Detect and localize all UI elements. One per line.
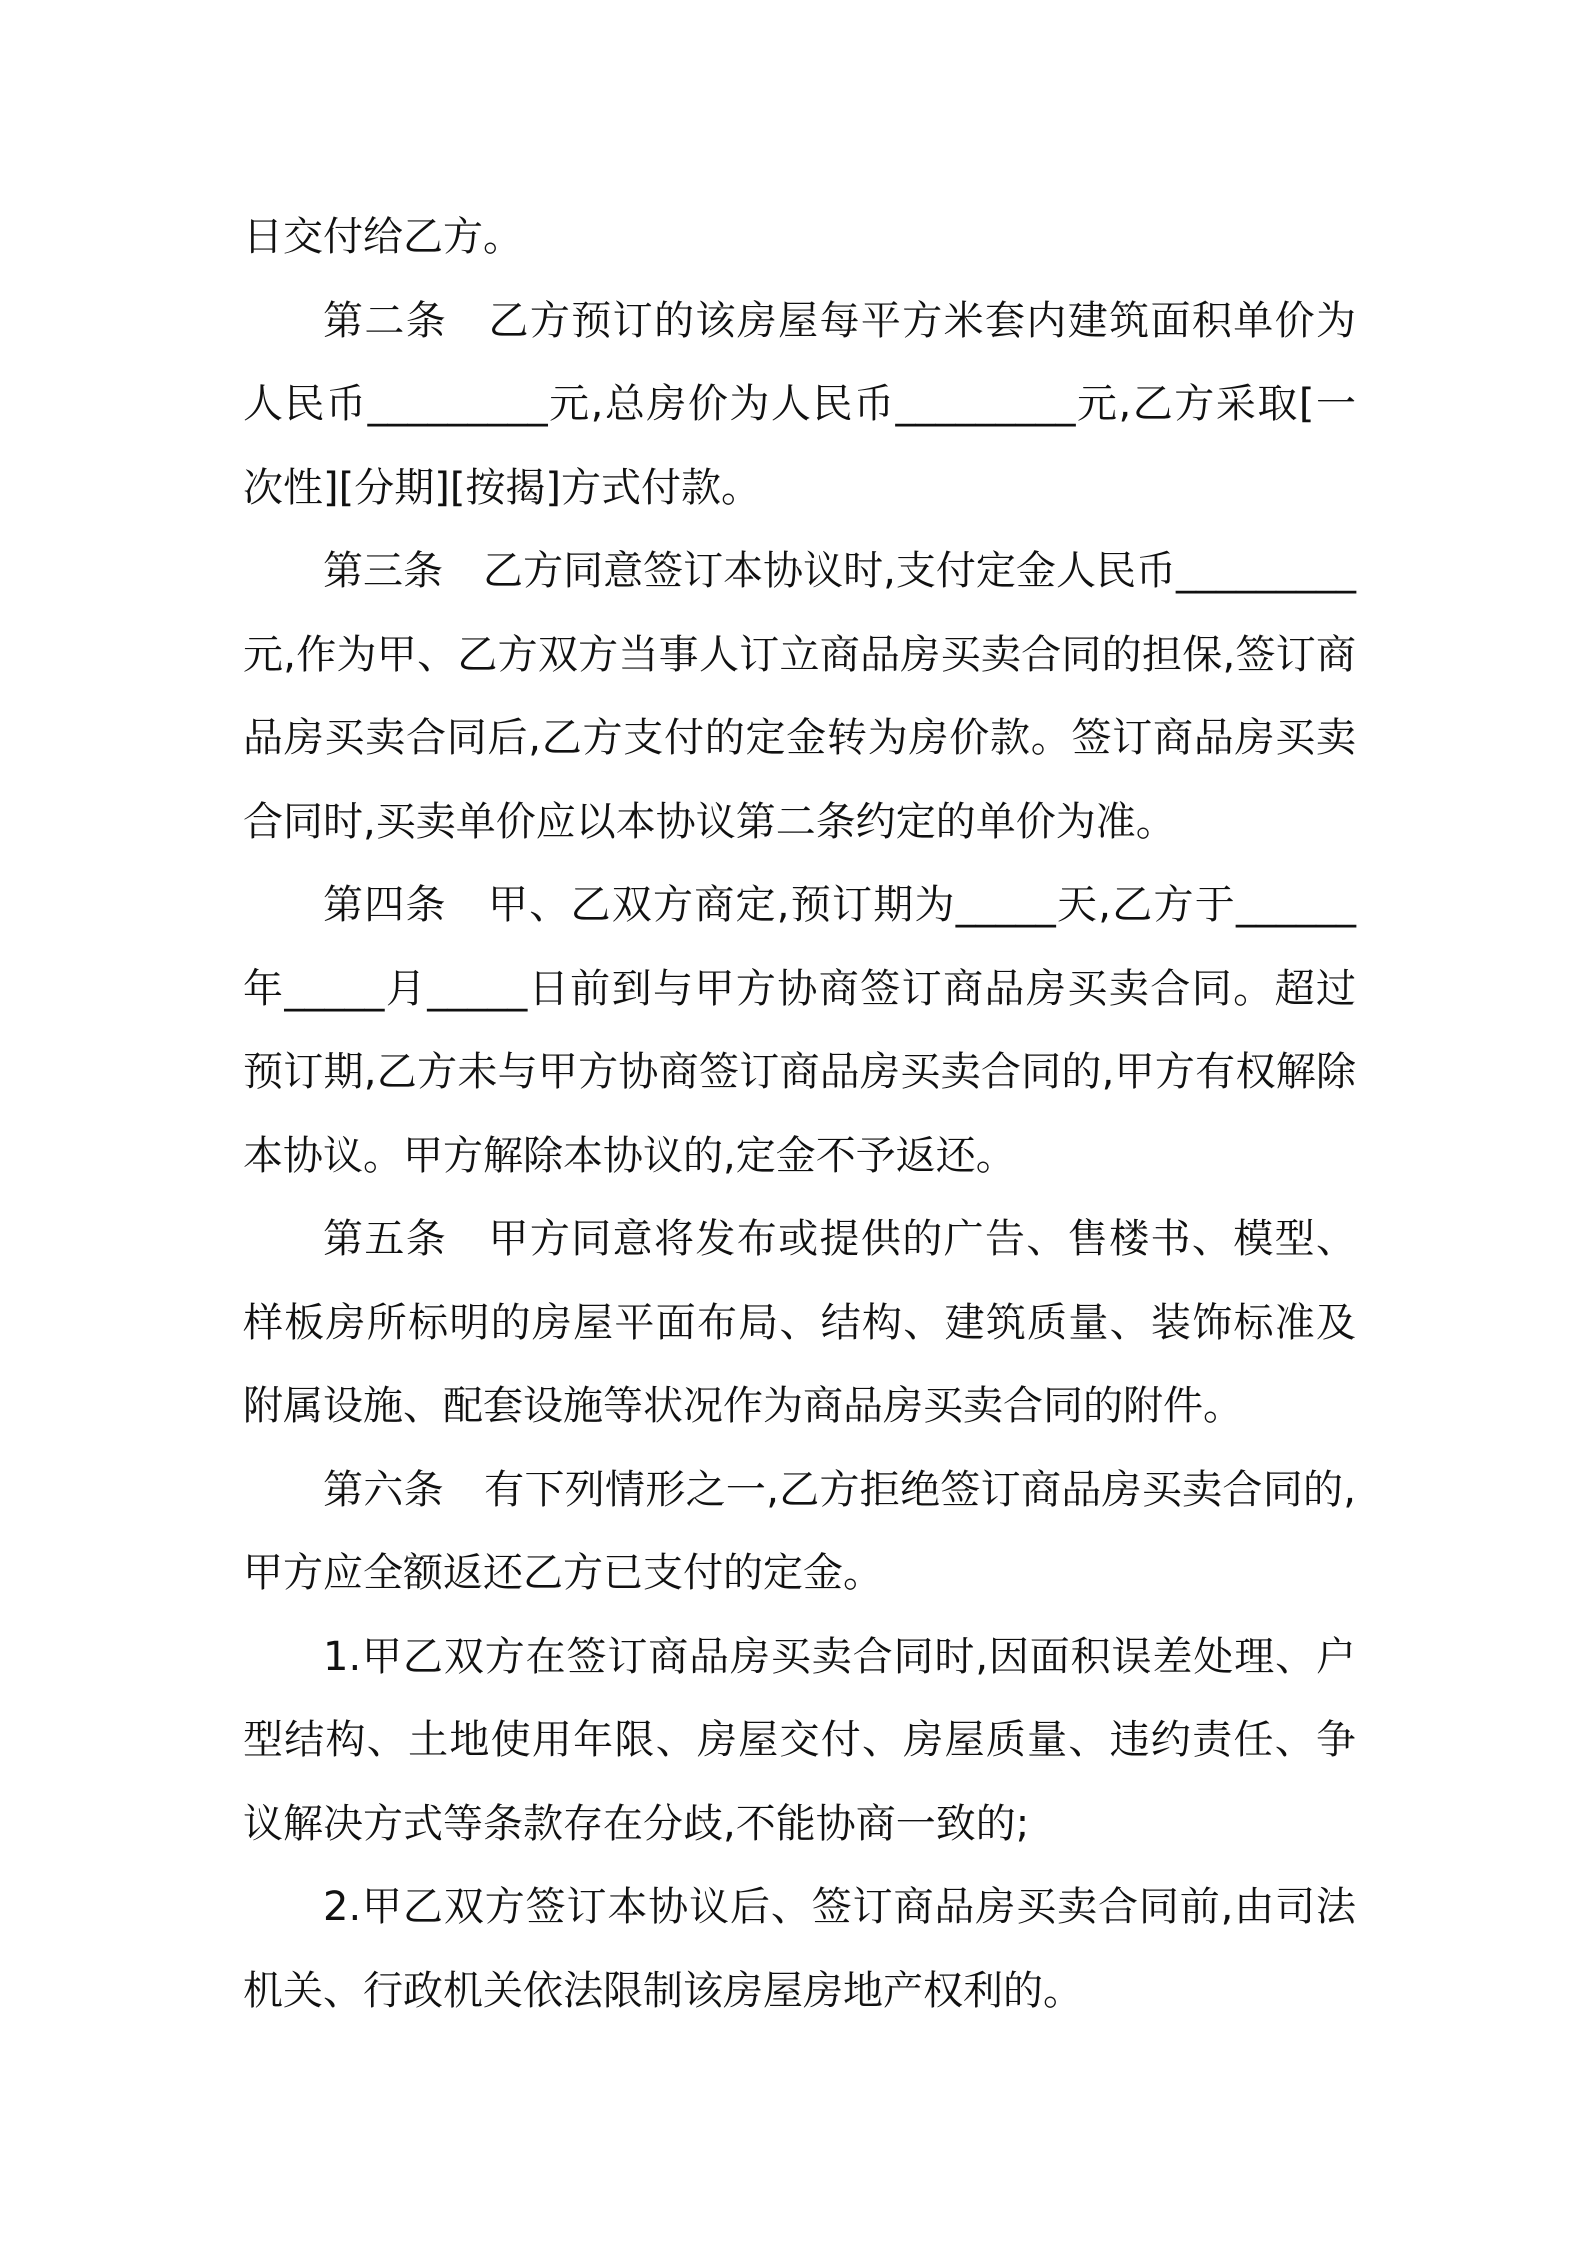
paragraph-article-5: 第五条 甲方同意将发布或提供的广告、售楼书、模型、样板房所标明的房屋平面布局、结构、建筑质量、装饰标准及附属设施、配套设施等状况作为商品房买卖合同的附件。 (243, 1216, 1356, 1429)
paragraph-item-2: 2.甲乙双方签订本协议后、签订商品房买卖合同前,由司法机关、行政机关依法限制该房屋房地产权利的。 (243, 1884, 1356, 2014)
paragraph-continuation: 日交付给乙方。 (243, 214, 523, 260)
paragraph-item-1: 1.甲乙双方在签订商品房买卖合同时,因面积误差处理、户型结构、土地使用年限、房屋交付、房屋质量、违约责任、争议解决方式等条款存在分歧,不能协商一致的; (243, 1633, 1356, 1847)
paragraph-article-3: 第三条 乙方同意签订本协议时,支付定金人民币_________元,作为甲、乙方双方当事人订立商品房买卖合同的担保,签订商品房买卖合同后,乙方支付的定金转为房价款。签订商品房买卖合同时,买卖单价应以本协议第二条约定的单价为准。 (243, 548, 1356, 845)
paragraph-article-4: 第四条 甲、乙双方商定,预订期为_____天,乙方于______年_____月_____日前到与甲方协商签订商品房买卖合同。超过预订期,乙方未与甲方协商签订商品房买卖合同的,甲方有权解除本协议。甲方解除本协议的,定金不予返还。 (243, 882, 1356, 1179)
paragraph-article-6: 第六条 有下列情形之一,乙方拒绝签订商品房买卖合同的,甲方应全额返还乙方已支付的定金。 (243, 1466, 1356, 1596)
document-body (243, 196, 1356, 2033)
paragraph-article-2: 第二条 乙方预订的该房屋每平方米套内建筑面积单价为人民币_________元,总房价为人民币_________元,乙方采取[一次性][分期][按揭]方式付款。 (243, 297, 1356, 511)
